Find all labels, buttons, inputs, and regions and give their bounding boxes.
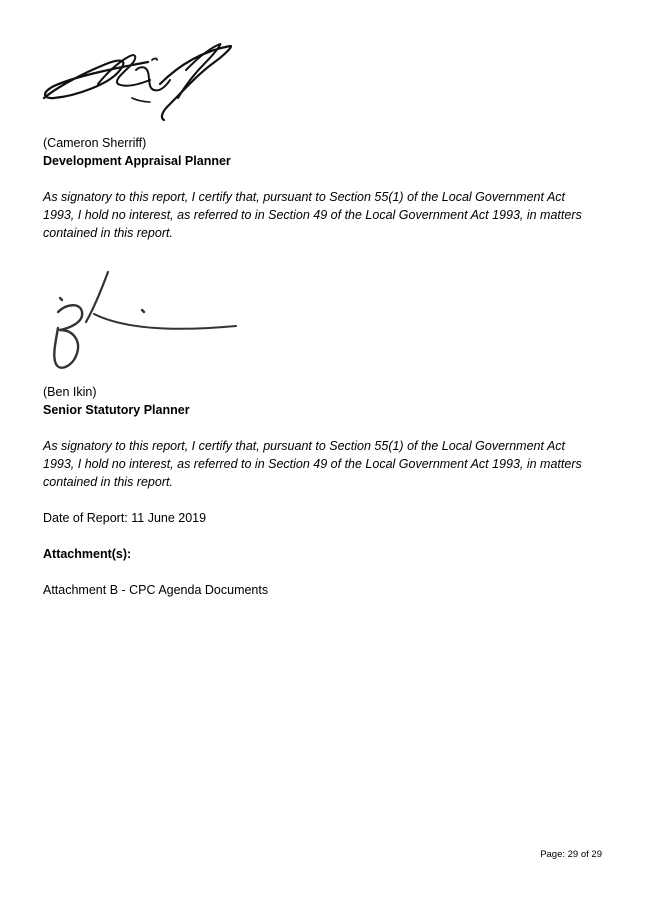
signatory-title: Senior Statutory Planner	[43, 403, 190, 417]
page-number: Page: 29 of 29	[540, 849, 602, 860]
certification-statement	[43, 437, 613, 491]
signatory-title: Development Appraisal Planner	[43, 154, 231, 168]
report-date: Date of Report: 11 June 2019	[43, 511, 207, 525]
certification-statement	[43, 188, 613, 242]
signature-ben-ikin-icon	[46, 268, 246, 378]
certification-line: As signatory to this report, I certify that, pursuant to Section 55(1) of the Local Government Act	[43, 190, 566, 204]
certification-line: As signatory to this report, I certify that, pursuant to Section 55(1) of the Local Government Act	[43, 439, 566, 453]
certification-line: contained in this report.	[43, 226, 173, 240]
signatory-name: (Cameron Sherriff)	[43, 136, 147, 150]
attachment-item: Attachment B - CPC Agenda Documents	[43, 583, 269, 597]
certification-line: contained in this report.	[43, 475, 173, 489]
certification-line: 1993, I hold no interest, as referred to in Section 49 of the Local Government Act 1993, in matters	[43, 457, 582, 471]
signature-cameron-sherriff-icon	[36, 40, 246, 130]
certification-line: 1993, I hold no interest, as referred to in Section 49 of the Local Government Act 1993, in matters	[43, 208, 582, 222]
signatory-name: (Ben Ikin)	[43, 385, 97, 399]
attachments-heading: Attachment(s):	[43, 547, 132, 561]
